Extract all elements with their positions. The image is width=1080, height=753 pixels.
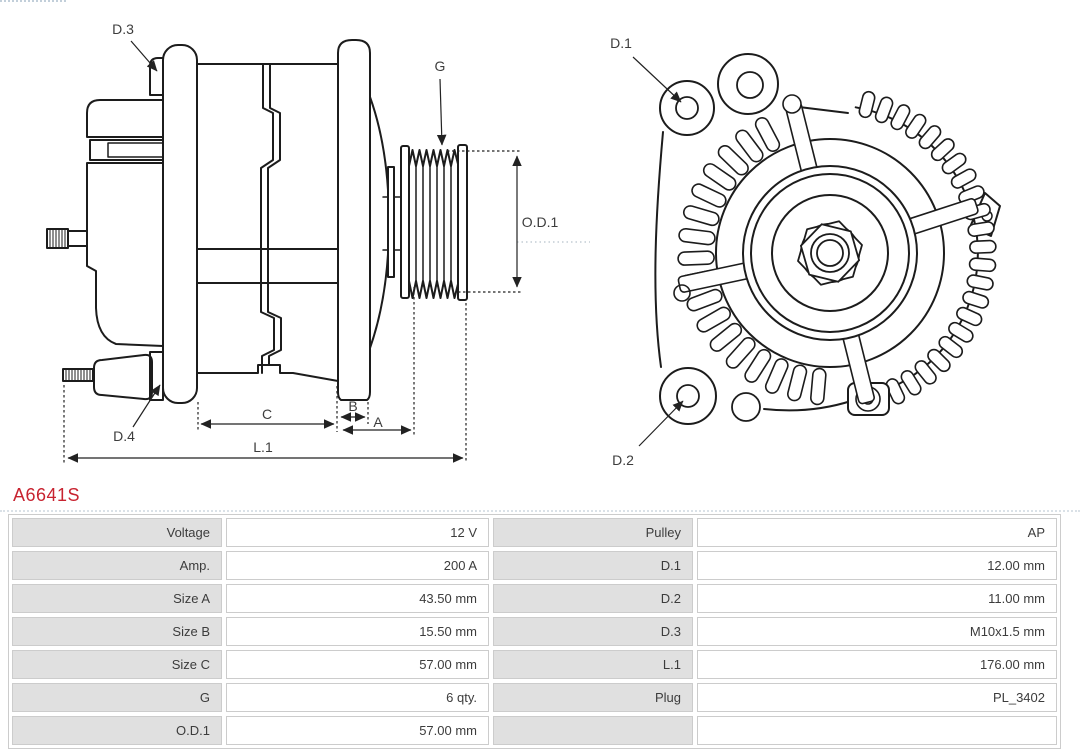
spec-value-right-row1: 12.00 mm xyxy=(697,551,1057,580)
label-b: B xyxy=(348,398,358,414)
spec-value-right-row5: PL_3402 xyxy=(697,683,1057,712)
stud-d4 xyxy=(63,352,163,400)
pulley xyxy=(401,145,467,300)
spec-value-right-row6 xyxy=(697,716,1057,745)
part-number: A6641S xyxy=(13,485,81,505)
label-od1: O.D.1 xyxy=(521,214,559,230)
bottom-boss xyxy=(732,393,760,421)
spec-label-left-row0: Voltage xyxy=(12,518,222,547)
spec-label-left-row3: Size B xyxy=(12,617,222,646)
spec-label-left-row2: Size A xyxy=(12,584,222,613)
spec-label-right-row2: D.2 xyxy=(493,584,693,613)
rear-view xyxy=(655,54,1000,424)
spec-value-right-row2: 11.00 mm xyxy=(697,584,1057,613)
rear-view-labels xyxy=(610,35,634,468)
spec-value-left-row5: 6 qty. xyxy=(226,683,489,712)
spec-value-right-row3: M10x1.5 mm xyxy=(697,617,1057,646)
housing-top-edge xyxy=(799,107,848,113)
spec-value-left-row4: 57.00 mm xyxy=(226,650,489,679)
spec-value-left-row2: 43.50 mm xyxy=(226,584,489,613)
spec-label-right-row0: Pulley xyxy=(493,518,693,547)
small-hole-top xyxy=(783,95,801,113)
label-d4: D.4 xyxy=(113,428,135,444)
spec-value-left-row3: 15.50 mm xyxy=(226,617,489,646)
d2-arrow xyxy=(639,401,683,446)
d3-arrow xyxy=(131,41,157,71)
housing-bottom-edge xyxy=(764,401,851,410)
housing-left-edge xyxy=(655,132,663,367)
spec-value-right-row0: AP xyxy=(697,518,1057,547)
stud xyxy=(47,229,87,248)
label-a: A xyxy=(373,414,383,430)
label-d1: D.1 xyxy=(610,35,632,51)
label-g: G xyxy=(434,58,446,74)
spec-label-left-row1: Amp. xyxy=(12,551,222,580)
rear-housing xyxy=(47,100,163,400)
spec-label-left-row6: O.D.1 xyxy=(12,716,222,745)
g-arrow xyxy=(440,79,442,145)
main-housing xyxy=(197,64,338,381)
spec-label-right-row4: L.1 xyxy=(493,650,693,679)
d3-tab xyxy=(150,58,163,95)
spec-table xyxy=(8,514,1061,749)
shaft-plate xyxy=(388,167,394,277)
label-l1: L.1 xyxy=(253,439,273,455)
spec-label-left-row5: G xyxy=(12,683,222,712)
dotted-divider-table xyxy=(0,510,1080,512)
spec-label-left-row4: Size C xyxy=(12,650,222,679)
hub xyxy=(743,166,917,340)
spec-value-left-row1: 200 A xyxy=(226,551,489,580)
spec-value-right-row4: 176.00 mm xyxy=(697,650,1057,679)
label-d3: D.3 xyxy=(112,21,134,37)
rear-flange xyxy=(163,45,197,403)
spec-label-right-row5: Plug xyxy=(493,683,693,712)
spec-label-right-row1: D.1 xyxy=(493,551,693,580)
side-view xyxy=(47,40,467,403)
front-flange xyxy=(338,40,370,400)
d1-arrow xyxy=(633,57,681,102)
spec-value-left-row0: 12 V xyxy=(226,518,489,547)
spec-label-right-row6 xyxy=(493,716,693,745)
spec-value-left-row6: 57.00 mm xyxy=(226,716,489,745)
spec-label-right-row3: D.3 xyxy=(493,617,693,646)
label-d2: D.2 xyxy=(612,452,634,468)
d4-arrow xyxy=(133,385,160,427)
nose-cone xyxy=(370,97,389,348)
top-boss xyxy=(718,54,778,114)
label-c: C xyxy=(261,406,273,422)
